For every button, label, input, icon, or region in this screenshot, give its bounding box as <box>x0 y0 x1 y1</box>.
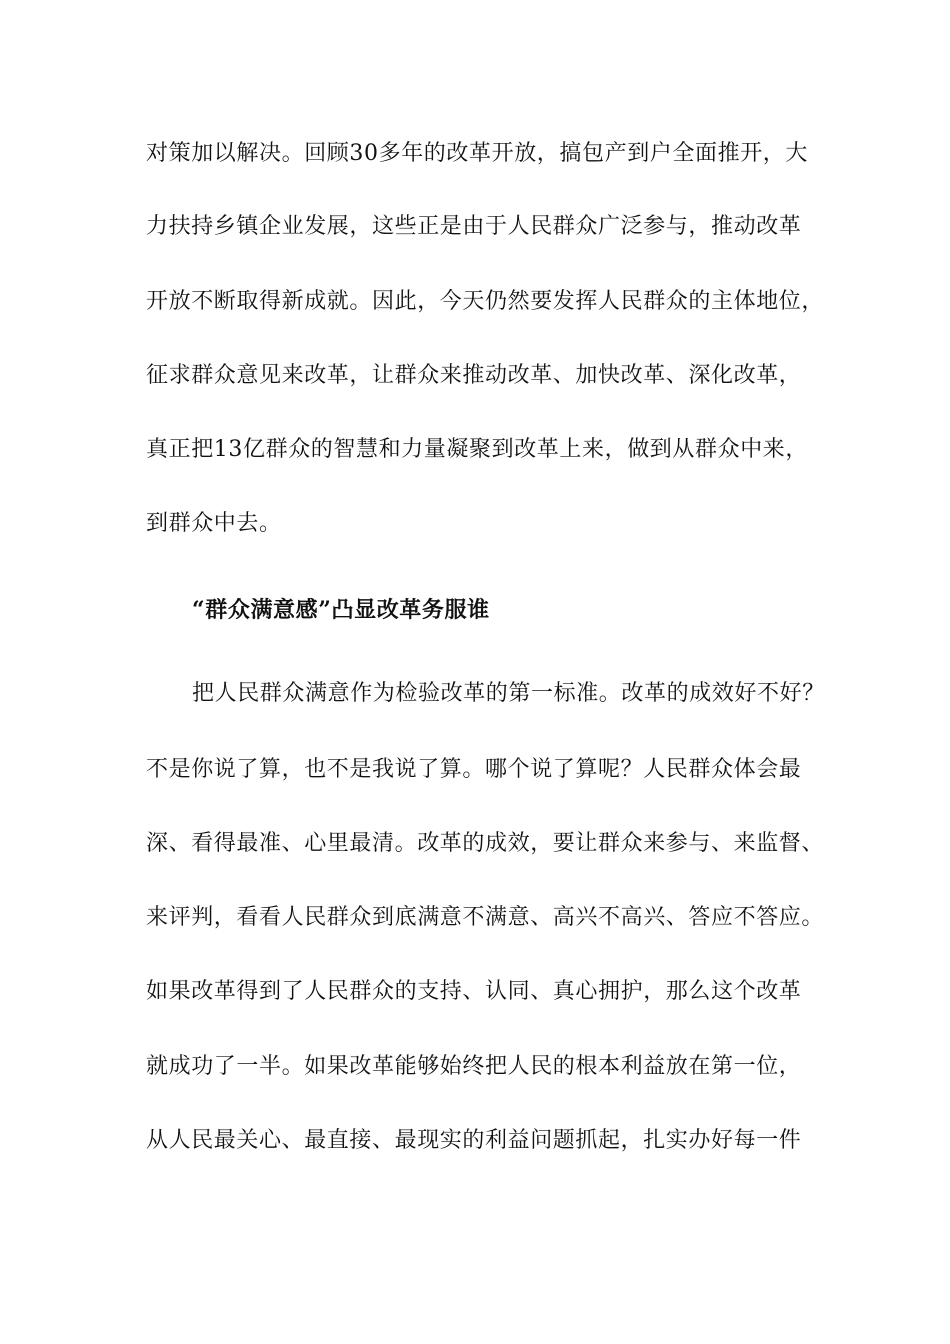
paragraph-line: 如果改革得到了人民群众的支持、认同、真心拥护，那么这个改革 <box>146 979 802 1004</box>
paragraph-line: 来评判，看看人民群众到底满意不满意、高兴不高兴、答应不答应。 <box>146 905 825 930</box>
section-heading: “群众满意感”凸显改革务服谁 <box>192 597 490 623</box>
paragraph-line: 真正把13亿群众的智慧和力量凝聚到改革上来，做到从群众中来， <box>146 437 808 462</box>
paragraph-line: 开放不断取得新成就。因此，今天仍然要发挥人民群众的主体地位， <box>146 289 825 314</box>
paragraph-line: 征求群众意见来改革，让群众来推动改革、加快改革、深化改革， <box>146 363 802 388</box>
paragraph-line: 不是你说了算，也不是我说了算。哪个说了算呢？人民群众体会最 <box>146 757 802 782</box>
paragraph-line: 就成功了一半。如果改革能够始终把人民的根本利益放在第一位， <box>146 1054 802 1079</box>
paragraph-line: 把人民群众满意作为检验改革的第一标准。改革的成效好不好？ <box>192 681 825 706</box>
paragraph-line: 深、看得最准、心里最清。改革的成效，要让群众来参与、来监督、 <box>146 831 825 856</box>
paragraph-line: 到群众中去。 <box>146 511 282 536</box>
paragraph-line: 力扶持乡镇企业发展，这些正是由于人民群众广泛参与，推动改革 <box>146 214 802 239</box>
paragraph-line: 对策加以解决。回顾30多年的改革开放，搞包产到户全面推开，大 <box>146 141 808 166</box>
paragraph-line: 从人民最关心、最直接、最现实的利益问题抓起，扎实办好每一件 <box>146 1128 802 1153</box>
